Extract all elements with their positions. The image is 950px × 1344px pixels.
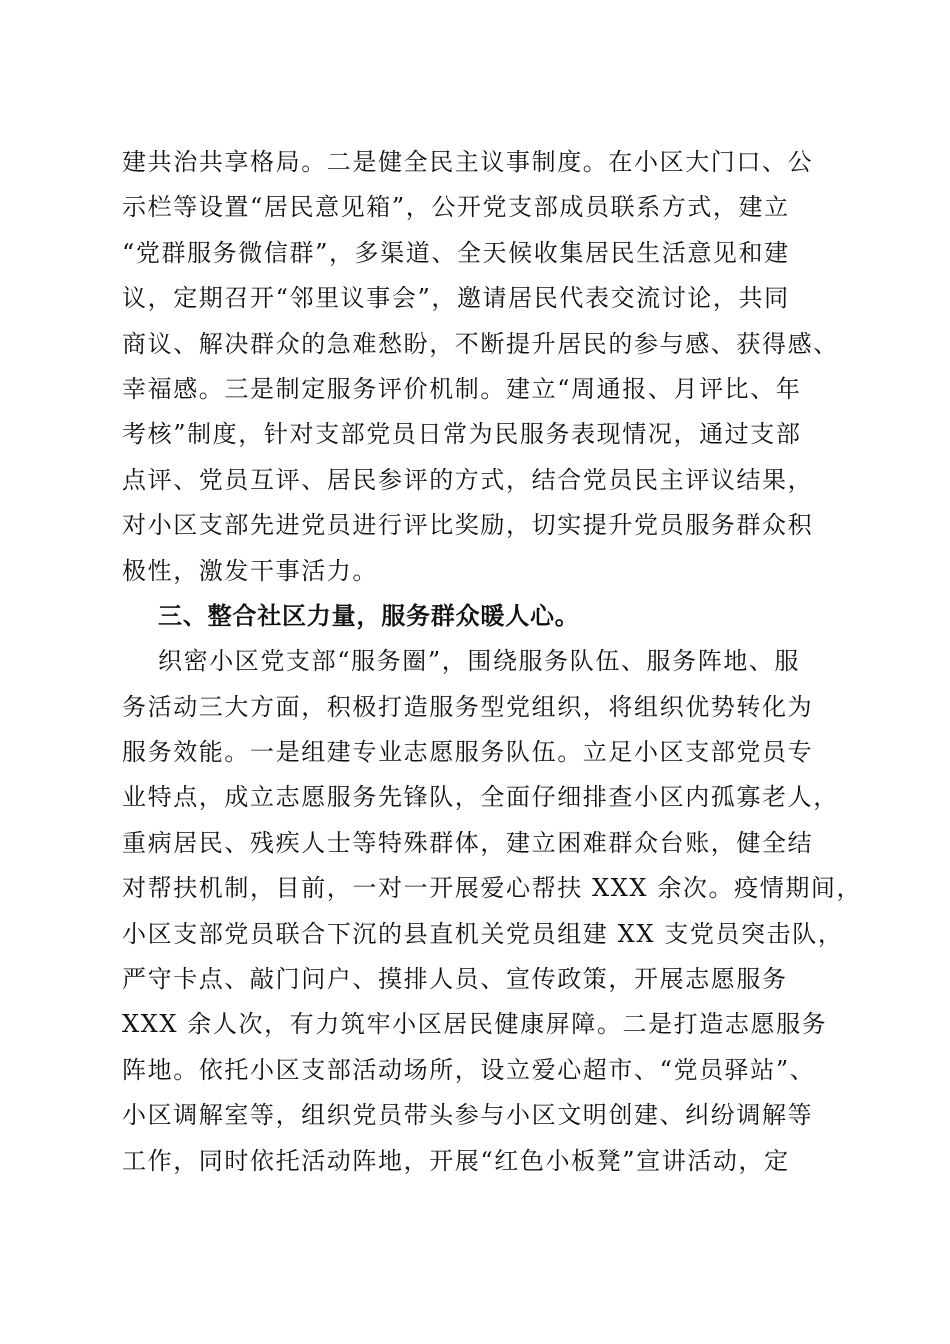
text-line: 工作，同时依托活动阵地，开展“红色小板凳”宣讲活动，定 — [122, 1146, 790, 1175]
text-line: 点评、党员互评、居民参评的方式，结合党员民主评议结果， — [122, 465, 814, 494]
text-line: 织密小区党支部“服务圈”，围绕服务队伍、服务阵地、服 — [158, 647, 801, 676]
text-line: 小区调解室等，组织党员带头参与小区文明创建、纠纷调解等 — [122, 1101, 814, 1130]
text-line: “党群服务微信群”，多渠道、全天候收集居民生活意见和建 — [122, 238, 790, 267]
text-line: 商议、解决群众的急难愁盼，不断提升居民的参与感、获得感、 — [122, 329, 839, 358]
text-line: 严守卡点、敲门问户、摸排人员、宣传政策，开展志愿服务 — [122, 965, 788, 994]
paragraph-community-service — [122, 639, 863, 1184]
text-line: 考核”制度，针对支部党员日常为民服务表现情况，通过支部 — [122, 420, 802, 449]
text-line: 业特点，成立志愿服务先锋队，全面仔细排查小区内孤寡老人， — [122, 783, 839, 812]
text-line: 建共治共享格局。二是健全民主议事制度。在小区大门口、公 — [122, 148, 814, 176]
text-line: 重病居民、残疾人士等特殊群体，建立困难群众台账，健全结 — [122, 828, 814, 857]
text-line: 对小区支部先进党员进行评比奖励，切实提升党员服务群众积 — [122, 511, 814, 540]
text-line: 幸福感。三是制定服务评价机制。建立“周通报、月评比、年 — [122, 374, 802, 403]
text-line: 务活动三大方面，积极打造服务型党组织，将组织优势转化为 — [122, 692, 814, 721]
text-line: 对帮扶机制，目前，一对一开展爱心帮扶 XXX 余次。疫情期间， — [122, 874, 863, 903]
text-line: XXX 余人次，有力筑牢小区居民健康屏障。二是打造志愿服务 — [122, 1010, 828, 1039]
paragraph-party-building — [122, 140, 842, 594]
document-body — [122, 140, 863, 1184]
text-line: 示栏等设置“居民意见箱”，公开党支部成员联系方式，建立 — [122, 193, 790, 222]
text-line: 极性，激发干事活力。 — [122, 556, 378, 585]
text-line: 议，定期召开“邻里议事会”，邀请居民代表交流讨论，共同 — [122, 284, 790, 313]
section-heading: 三、整合社区力量，服务群众暖人心。 — [158, 601, 580, 630]
text-line: 服务效能。一是组建专业志愿服务队伍。立足小区支部党员专 — [122, 738, 814, 767]
text-line: 小区支部党员联合下沉的县直机关党员组建 XX 支党员突击队， — [122, 919, 844, 948]
text-line: 阵地。依托小区支部活动场所，设立爱心超市、“党员驿站”、 — [122, 1055, 816, 1084]
